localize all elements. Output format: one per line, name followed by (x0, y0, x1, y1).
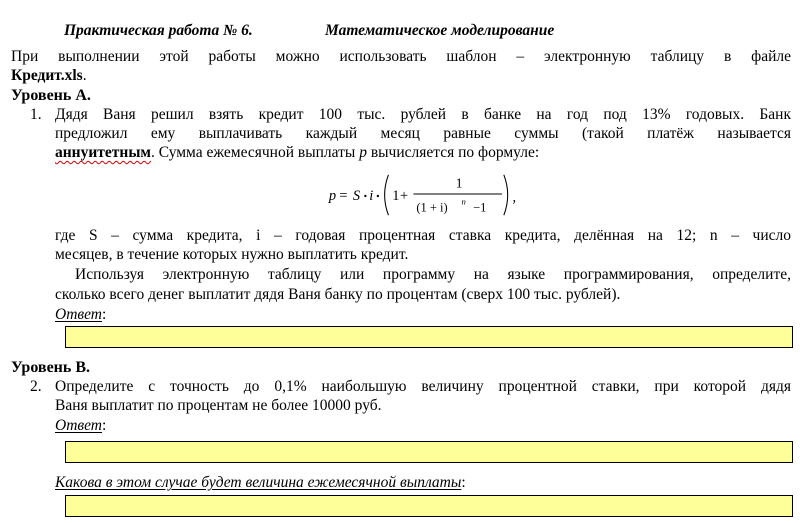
formula-exponent: n (461, 196, 466, 207)
answer-field-3[interactable] (65, 495, 793, 517)
page-subtitle: Математическое моделирование (325, 22, 555, 39)
answer-label-2: Ответ: (55, 417, 107, 434)
formula-comma: , (512, 189, 517, 206)
intro-line-1: При выполнении этой работы можно использовать шаблон – электронную таблицу в файле (11, 48, 791, 65)
formula-minus-one: −1 (473, 200, 487, 215)
level-a-heading: Уровень А. (11, 87, 91, 104)
answer-field-2[interactable] (65, 441, 793, 463)
task-1-line-3: аннуитетным. Сумма ежемесячной выплаты p вычисляется по формуле: (55, 144, 540, 161)
formula-one: 1 (392, 187, 400, 204)
formula-explanation-1: где S – сумма кредита, i – годовая процентная ставка кредита, делённая на 12; n – число (55, 227, 791, 244)
formula-plus: + (400, 187, 409, 204)
annuity-formula (325, 170, 525, 220)
file-name: Кредит.xls (11, 67, 83, 84)
formula-numerator: 1 (455, 175, 463, 191)
answer-label-1: Ответ: (55, 306, 107, 323)
question-monthly-payment-label: Какова в этом случае будет величина ежемесячной выплаты: (55, 474, 466, 491)
task-2-number: 2. (30, 378, 42, 395)
page-title: Практическая работа № 6. (64, 22, 253, 39)
task-1-instruction-2: сколько всего денег выплатит дядя Ваня банку по процентам (сверх 100 тыс. рублей). (55, 286, 621, 303)
task-1-instruction-1: Используя электронную таблицу или программу на языке программирования, определите, (75, 266, 791, 283)
task-2-line-2: Ваня выплатит по процентам не более 10000 руб. (55, 397, 382, 414)
formula-p: p (328, 187, 337, 204)
task-2-line-1: Определите с точность до 0,1% наибольшую величину процентной ставки, при которой дядя (55, 378, 791, 395)
task-1-number: 1. (30, 106, 42, 123)
term-annuity: аннуитетным (55, 144, 151, 161)
task-1-line-2: предложил ему выплачивать каждый месяц равные суммы (такой платёж называется (55, 125, 791, 142)
formula-i: i (369, 187, 374, 204)
formula-explanation-2: месяцев, в течение которых нужно выплатить кредит. (55, 246, 409, 263)
answer-field-1[interactable] (65, 326, 793, 348)
level-b-heading: Уровень В. (11, 359, 91, 376)
intro-line-2: Кредит.xls. (11, 67, 87, 84)
formula-denominator: (1 + i) (416, 200, 448, 215)
formula-eq: = (339, 187, 348, 204)
task-1-line-1: Дядя Ваня решил взять кредит 100 тыс. рублей в банке на год под 13% годовых. Банк (55, 106, 791, 123)
formula-S: S (352, 187, 361, 204)
